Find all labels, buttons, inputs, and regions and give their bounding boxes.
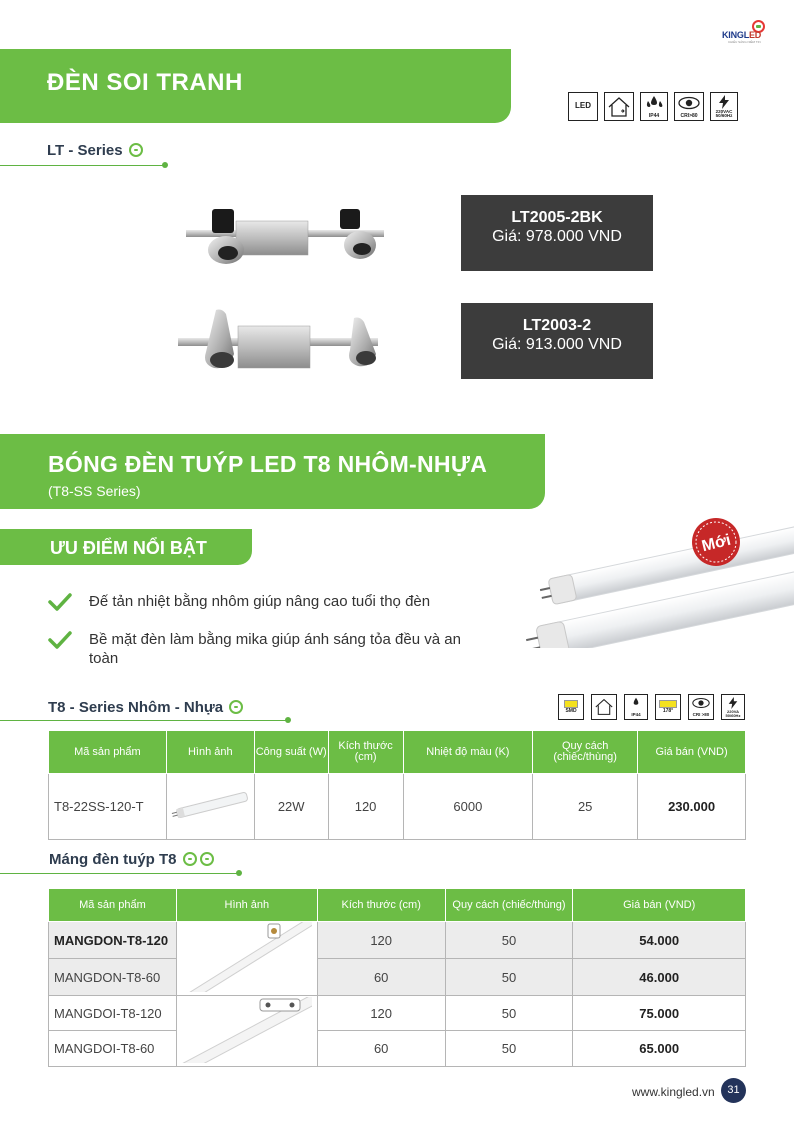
table-row	[49, 922, 746, 959]
price: 230.000	[638, 774, 746, 840]
product-price: Giá: 978.000 VND	[492, 228, 622, 245]
product-image-cell	[166, 774, 254, 840]
packing: 50	[445, 922, 573, 959]
ip44-icon: IP44	[624, 694, 648, 720]
product-code: MANGDOI-T8-120	[49, 996, 177, 1031]
product-image-cell	[176, 922, 317, 996]
product-code: LT2003-2	[522, 317, 592, 334]
mangdon-thumbnail	[182, 922, 312, 992]
col-header: Kích thước (cm)	[317, 889, 445, 922]
product-image-cell	[176, 996, 317, 1067]
packing: 25	[533, 774, 638, 840]
t8-series-table	[48, 730, 746, 840]
smd-chip-icon: SMD	[558, 694, 584, 720]
packing: 50	[445, 1031, 573, 1067]
product-code: MANGDON-T8-60	[49, 959, 177, 996]
new-badge: Mới	[700, 531, 733, 556]
packing: 50	[445, 959, 573, 996]
col-header: Mã sản phẩm	[49, 889, 177, 922]
mang-den-series-title: Máng đèn tuýp T8	[49, 851, 214, 868]
section-title: BÓNG ĐÈN TUÝP LED T8 NHÔM-NHỰA	[48, 451, 488, 477]
col-header: Kích thước (cm)	[328, 731, 403, 774]
size: 60	[317, 959, 445, 996]
price: 54.000	[573, 922, 746, 959]
series-underline	[0, 720, 287, 721]
col-header: Hình ảnh	[176, 889, 317, 922]
series-dot	[285, 717, 291, 723]
table-row	[49, 1031, 746, 1067]
product-code: T8-22SS-120-T	[49, 774, 167, 840]
section-banner-den-soi-tranh	[0, 49, 511, 123]
cri-eye-icon: CRI>80	[674, 92, 704, 121]
packing: 50	[445, 996, 573, 1031]
table-header-row	[49, 889, 746, 922]
ip44-icon: IP44	[640, 92, 668, 121]
size: 120	[317, 922, 445, 959]
product-code: LT2005-2BK	[511, 209, 603, 226]
check-icon	[48, 630, 72, 650]
color-temp: 6000	[403, 774, 533, 840]
lt2005-2bk-product-image	[184, 203, 394, 267]
mangdoi-thumbnail	[182, 997, 312, 1063]
spec-icons-row	[568, 92, 738, 121]
bulb-icon	[229, 700, 243, 714]
t8-tube-thumbnail	[170, 785, 250, 825]
check-icon	[48, 592, 72, 612]
price: 65.000	[573, 1031, 746, 1067]
section-title: ĐÈN SOI TRANH	[47, 69, 243, 96]
page-number: 31	[721, 1078, 746, 1103]
lt-series-title: LT - Series	[47, 142, 143, 159]
series-dot	[162, 162, 168, 168]
power: 22W	[254, 774, 328, 840]
price-box-lt2003-2	[461, 303, 653, 379]
mang-den-table	[48, 888, 746, 1067]
series-underline	[0, 165, 164, 166]
product-code: MANGDON-T8-120	[49, 922, 177, 959]
beam-angle-icon: 178°	[655, 694, 681, 720]
table-header-row	[49, 731, 746, 774]
lt2003-2-product-image	[176, 308, 388, 372]
led-spec-icon: LED	[568, 92, 598, 121]
voltage-bolt-icon: 220VAC 50/60Hz	[710, 92, 738, 121]
col-header: Nhiệt độ màu (K)	[403, 731, 533, 774]
product-code: MANGDOI-T8-60	[49, 1031, 177, 1067]
section-banner-tuyp-t8	[0, 434, 545, 509]
advantages-title: ƯU ĐIỂM NỔI BẬT	[50, 538, 207, 558]
bulb-icon	[200, 852, 214, 866]
series-underline	[0, 873, 238, 874]
advantages-banner	[0, 529, 252, 565]
indoor-house-icon	[591, 694, 617, 720]
t8-series-title: T8 - Series Nhôm - Nhựa	[48, 699, 243, 716]
series-dot	[236, 870, 242, 876]
advantage-text: Bề mặt đèn làm bằng mika giúp ánh sáng tỏa đều và an toàn	[89, 631, 461, 667]
size: 120	[328, 774, 403, 840]
col-header: Hình ảnh	[166, 731, 254, 774]
price: 46.000	[573, 959, 746, 996]
price: 75.000	[573, 996, 746, 1031]
indoor-house-icon	[604, 92, 634, 121]
logo-text: KINGLED	[722, 30, 762, 40]
table-row	[49, 774, 746, 840]
col-header: Quy cách (chiếc/thùng)	[445, 889, 573, 922]
table-row	[49, 959, 746, 996]
cri-eye-icon: CRI >80	[688, 694, 714, 720]
product-price: Giá: 913.000 VND	[492, 336, 622, 353]
voltage-bolt-icon: 220VA 50/60Hz	[721, 694, 745, 720]
col-header: Công suất (W)	[254, 731, 328, 774]
footer-url[interactable]: www.kingled.vn	[632, 1085, 715, 1099]
table-row	[49, 996, 746, 1031]
kingled-logo	[722, 20, 780, 46]
col-header: Mã sản phẩm	[49, 731, 167, 774]
col-header: Quy cách (chiếc/thùng)	[533, 731, 638, 774]
logo-tagline: CHIẾU SÁNG NIỀM TIN	[728, 40, 761, 44]
col-header: Giá bán (VND)	[573, 889, 746, 922]
t8-tube-product-image	[510, 518, 794, 648]
col-header: Giá bán (VND)	[638, 731, 746, 774]
bulb-icon	[129, 143, 143, 157]
advantage-text: Đế tản nhiệt bằng nhôm giúp nâng cao tuổi thọ đèn	[89, 593, 431, 610]
size: 120	[317, 996, 445, 1031]
size: 60	[317, 1031, 445, 1067]
price-box-lt2005-2bk	[461, 195, 653, 271]
spec-icons-row-t8	[558, 694, 745, 720]
bulb-icon	[183, 852, 197, 866]
section-subtitle: (T8-SS Series)	[48, 483, 141, 499]
